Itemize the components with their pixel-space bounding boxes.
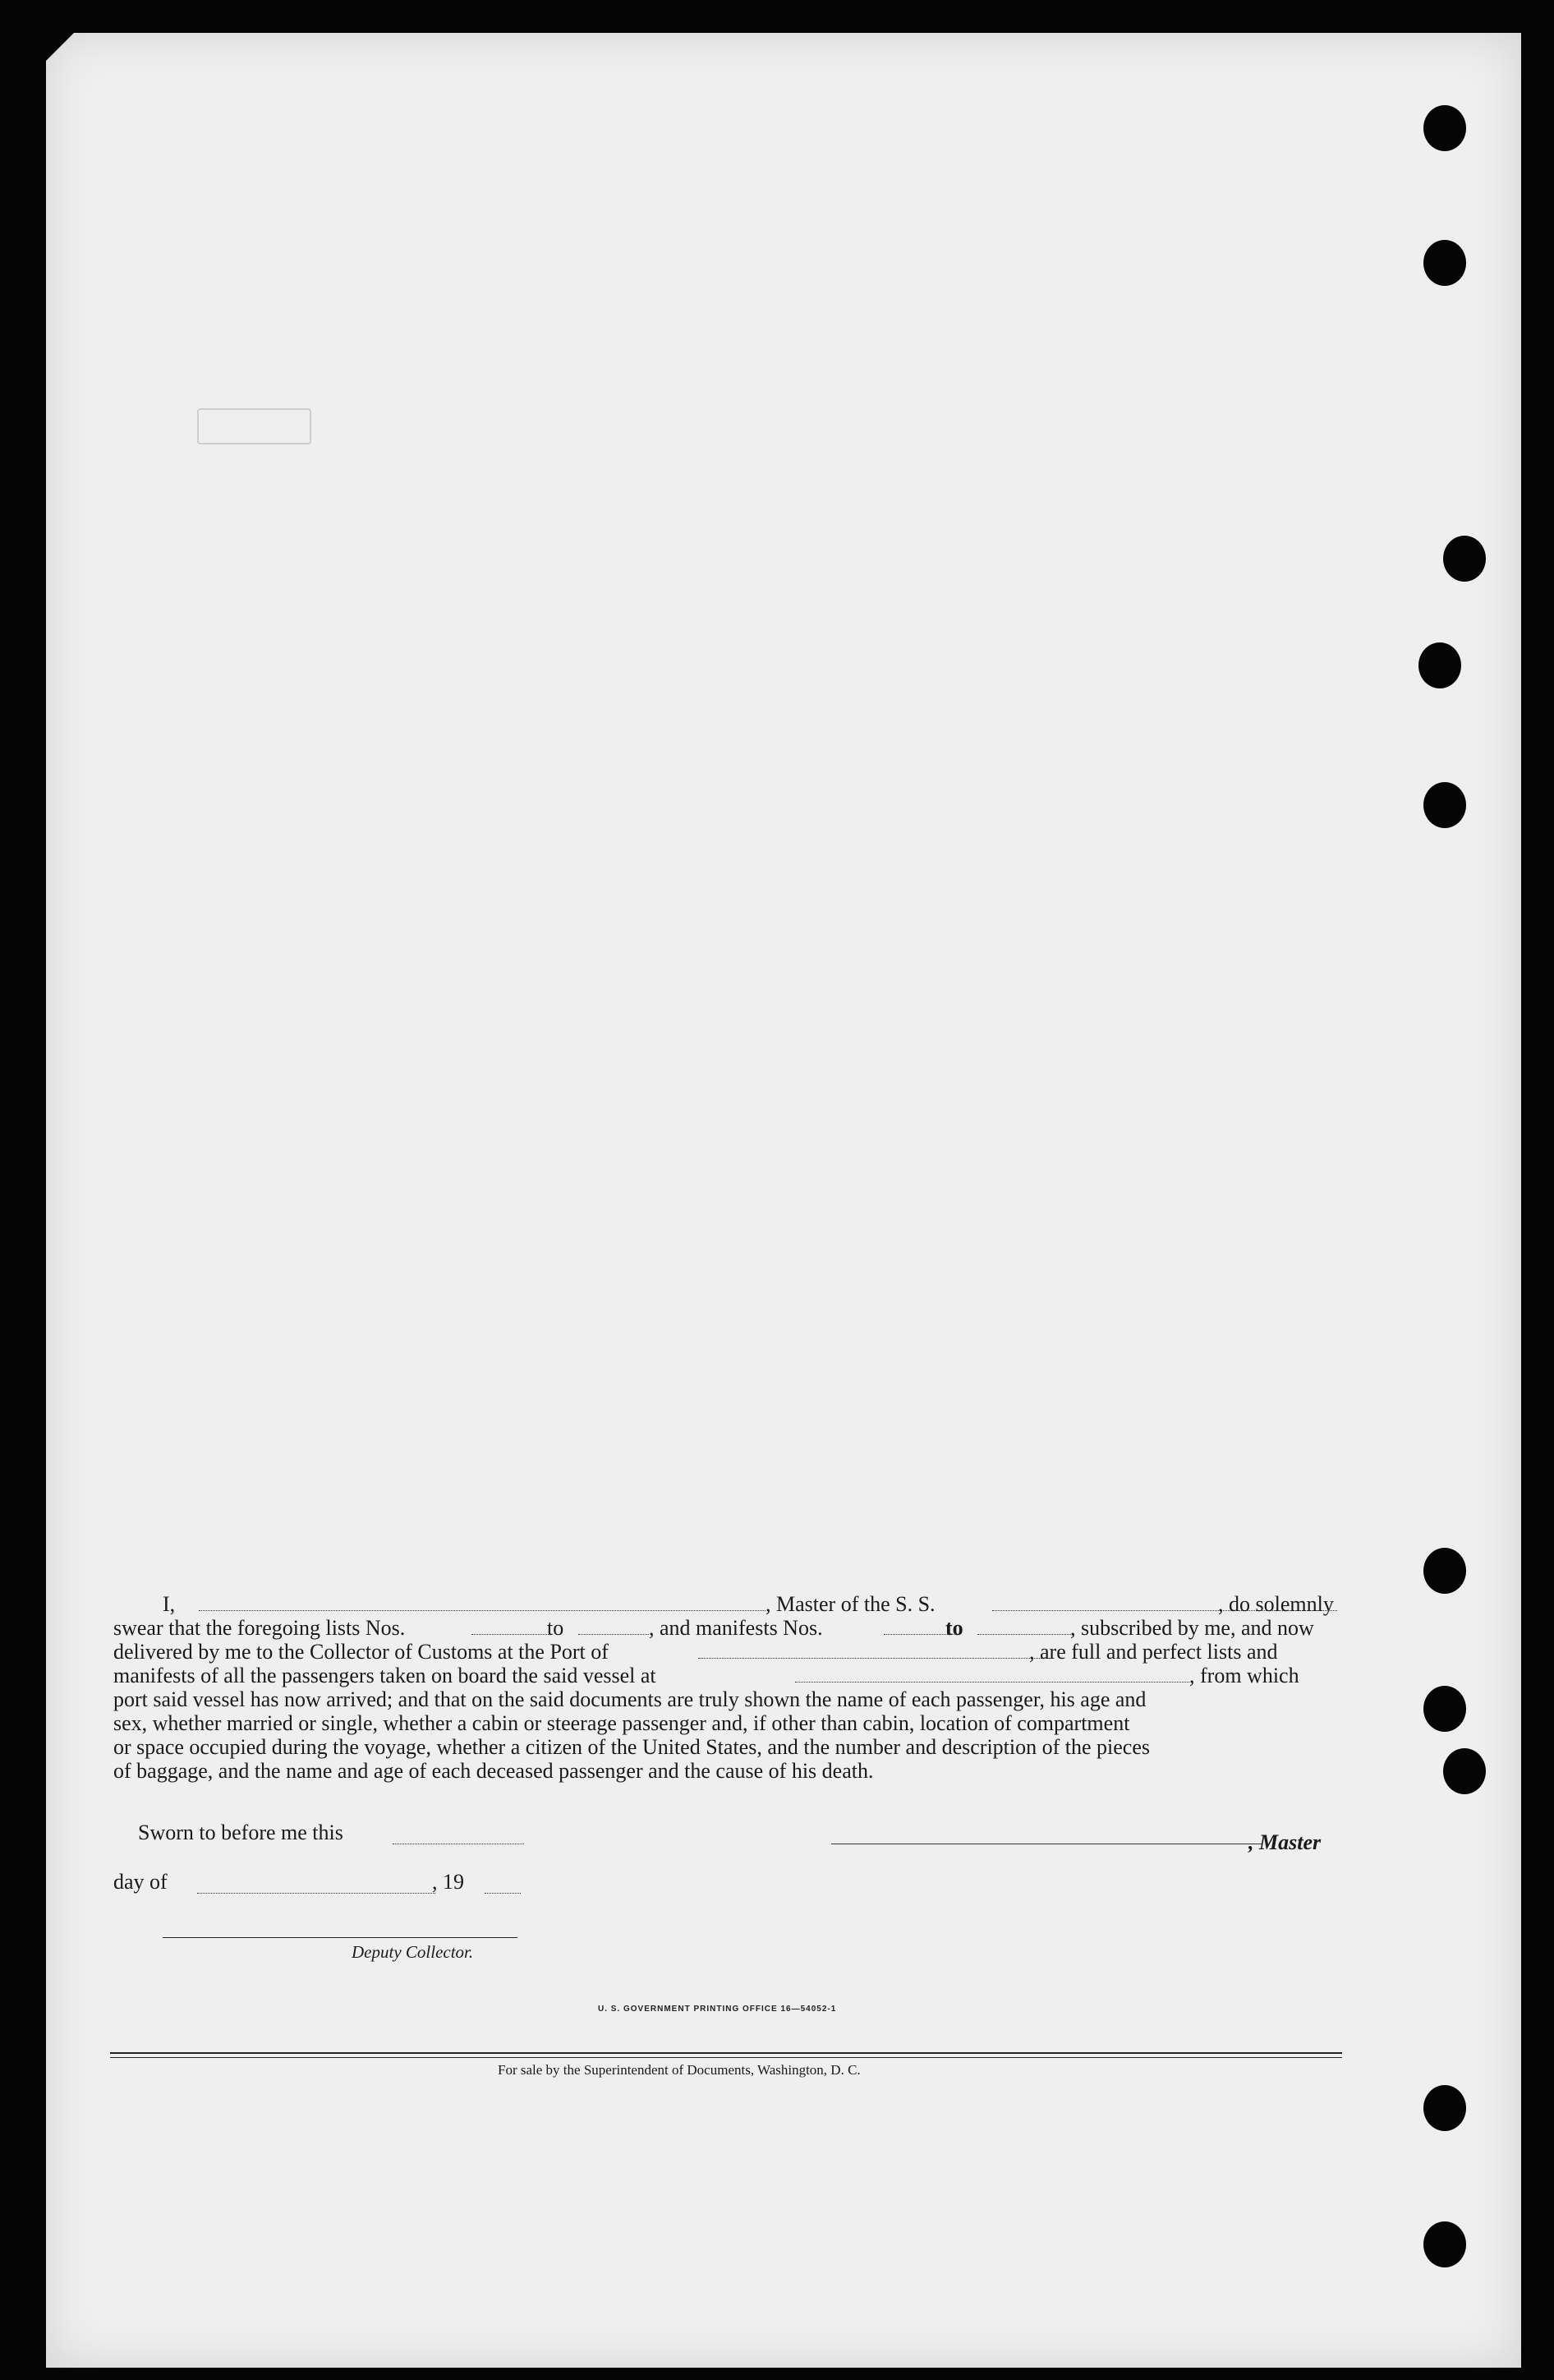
oath-paragraph	[113, 1592, 1345, 1783]
departure-port-blank	[795, 1664, 1189, 1683]
oath-line-5: port said vessel has now arrived; and that on the said documents are truly shown the name of each passenger, his age and	[113, 1687, 1147, 1711]
oath-line-4: manifests of all the passengers taken on board the said vessel at , from which	[113, 1664, 1299, 1687]
binder-hole	[1443, 1748, 1486, 1794]
binder-hole	[1423, 240, 1466, 286]
binder-hole	[1423, 782, 1466, 828]
binder-hole	[1423, 1686, 1466, 1732]
deputy-collector-label: Deputy Collector.	[352, 1942, 474, 1962]
year-blank	[485, 1875, 521, 1894]
oath-line-6: sex, whether married or single, whether a cabin or steerage passenger and, if other than cabin, location of compartment	[113, 1711, 1130, 1735]
printing-office-imprint: U. S. GOVERNMENT PRINTING OFFICE 16—54052-1	[598, 2005, 837, 2014]
oath-i: I,	[163, 1592, 176, 1616]
document-page	[46, 33, 1521, 2368]
port-blank	[698, 1640, 1050, 1659]
month-blank	[197, 1875, 435, 1894]
sworn-label: Sworn to before me this	[138, 1821, 343, 1844]
oath-line-1: I, , Master of the S. S. , do solemnly	[113, 1592, 1345, 1616]
binder-hole	[1423, 2221, 1466, 2267]
deputy-signature-line	[163, 1937, 517, 1938]
oath-line-8: of baggage, and the name and age of each deceased passenger and the cause of his death.	[113, 1759, 874, 1783]
day-of-label: day of	[113, 1870, 168, 1894]
list-from-blank	[471, 1616, 549, 1635]
manifest-to-blank	[977, 1616, 1074, 1635]
binder-hole	[1423, 2085, 1466, 2131]
master-label: , Master	[1248, 1830, 1322, 1854]
oath-line-7: or space occupied during the voyage, whether a citizen of the United States, and the number and description of the pieces	[113, 1735, 1151, 1759]
master-name-blank	[199, 1592, 766, 1611]
binder-hole	[1443, 536, 1486, 582]
binder-hole	[1423, 105, 1466, 151]
folded-corner	[46, 33, 74, 61]
year-prefix: , 19	[432, 1870, 464, 1894]
oath-line-2: swear that the foregoing lists Nos. to , and manifests Nos. to , subscribed by me, and now	[113, 1616, 1314, 1640]
list-to-blank	[578, 1616, 649, 1635]
binder-hole	[1418, 642, 1461, 688]
footer-rule-thin	[110, 2057, 1342, 2058]
oath-line-3: delivered by me to the Collector of Customs at the Port of , are full and perfect lists and	[113, 1640, 1278, 1664]
for-sale-note: For sale by the Superintendent of Documents, Washington, D. C.	[498, 2062, 861, 2078]
master-signature-line	[831, 1825, 1262, 1844]
binder-hole	[1423, 1548, 1466, 1594]
bleed-through-stamp	[197, 408, 311, 444]
footer-rule	[110, 2052, 1342, 2054]
sworn-date-blank	[393, 1825, 524, 1844]
